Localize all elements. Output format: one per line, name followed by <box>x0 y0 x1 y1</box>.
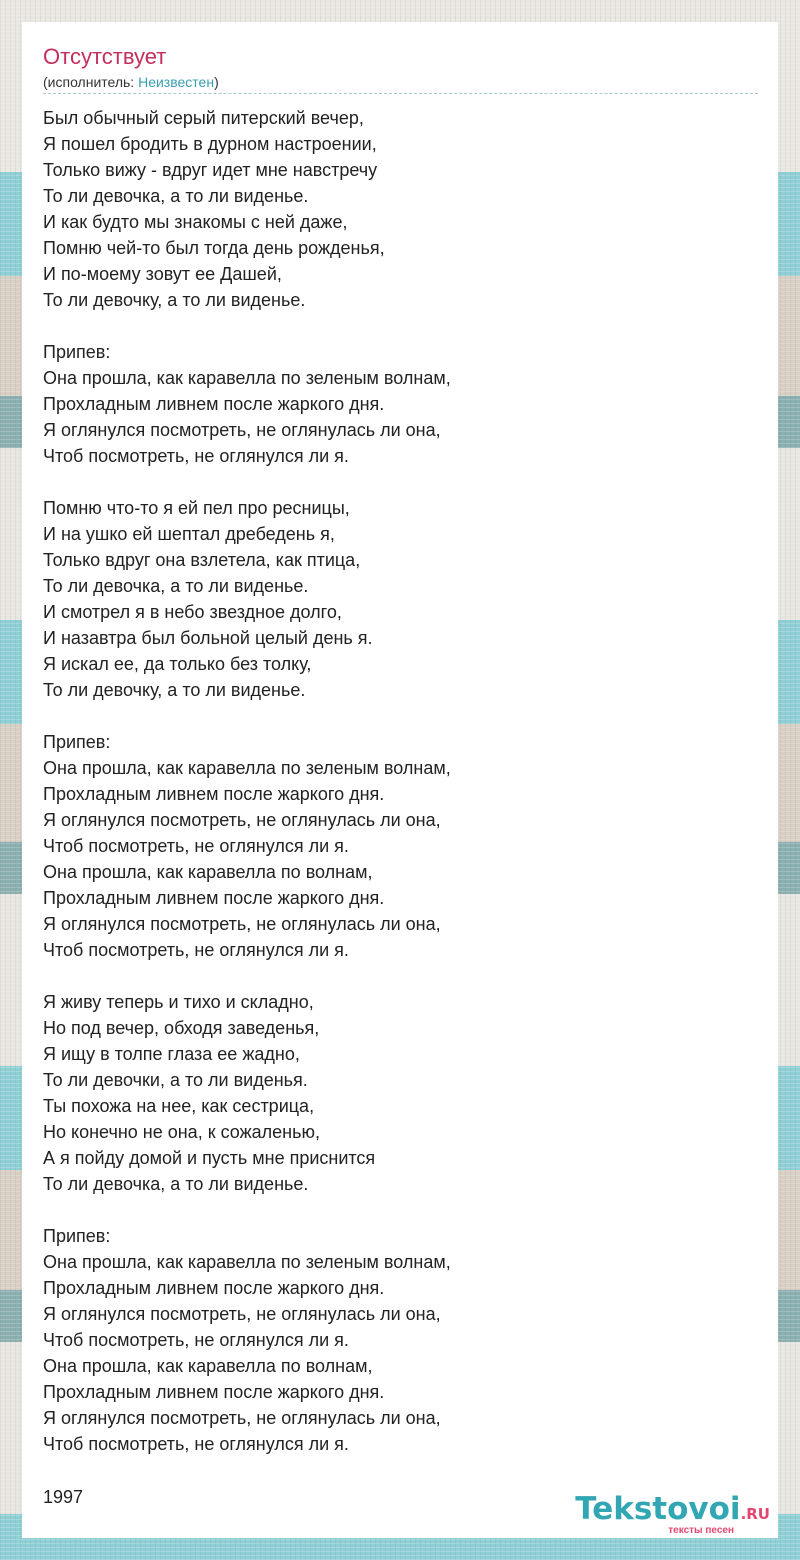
lyrics-line: Припев: <box>43 1226 111 1246</box>
lyrics-line: То ли девочки, а то ли виденья. <box>43 1070 308 1090</box>
lyrics-line: А я пойду домой и пусть мне приснится <box>43 1148 376 1168</box>
lyrics-line: Она прошла, как каравелла по волнам, <box>43 1356 373 1376</box>
lyrics-line: Был обычный серый питерский вечер, <box>43 108 364 128</box>
lyrics-line: И как будто мы знакомы с ней даже, <box>43 212 348 232</box>
artist-line <box>43 73 219 91</box>
lyrics-line: И на ушко ей шептал дребедень я, <box>43 524 335 544</box>
logo-name: Tekstovoi <box>575 1491 741 1527</box>
lyrics-line: И по-моему зовут ее Дашей, <box>43 264 282 284</box>
lyrics-line: Припев: <box>43 732 111 752</box>
divider <box>43 93 758 94</box>
lyrics-line: Чтоб посмотреть, не оглянулся ли я. <box>43 1434 349 1454</box>
lyrics-line: Но конечно не она, к сожаленью, <box>43 1122 320 1142</box>
lyrics-stanza <box>43 1223 451 1457</box>
lyrics-line: Помню чей-то был тогда день рожденья, <box>43 238 385 258</box>
lyrics-line: Чтоб посмотреть, не оглянулся ли я. <box>43 1330 349 1350</box>
lyrics-line: Чтоб посмотреть, не оглянулся ли я. <box>43 836 349 856</box>
lyrics-line: Ты похожа на нее, как сестрица, <box>43 1096 315 1116</box>
lyrics-line: То ли девочка, а то ли виденье. <box>43 576 309 596</box>
artist-prefix: (исполнитель: <box>43 74 139 90</box>
lyrics-line: Чтоб посмотреть, не оглянулся ли я. <box>43 940 349 960</box>
lyrics-line: Прохладным ливнем после жаркого дня. <box>43 394 385 414</box>
logo-tld: .RU <box>740 1505 770 1523</box>
lyrics-card <box>22 22 778 1538</box>
site-logo[interactable] <box>560 1492 770 1536</box>
lyrics-line: Я пошел бродить в дурном настроении, <box>43 134 377 154</box>
lyrics-line: Прохладным ливнем после жаркого дня. <box>43 888 385 908</box>
song-year: 1997 <box>43 1487 84 1507</box>
artist-link[interactable]: Неизвестен <box>138 74 215 90</box>
lyrics-line: То ли девочка, а то ли виденье. <box>43 1174 309 1194</box>
lyrics-line: Она прошла, как каравелла по волнам, <box>43 862 373 882</box>
lyrics-line: Я оглянулся посмотреть, не оглянулась ли она, <box>43 1304 441 1324</box>
lyrics-stanza <box>43 989 451 1197</box>
lyrics-stanza <box>43 729 451 963</box>
lyrics-line: То ли девочку, а то ли виденье. <box>43 290 306 310</box>
lyrics-line: Я оглянулся посмотреть, не оглянулась ли она, <box>43 1408 441 1428</box>
artist-suffix: ) <box>214 74 219 90</box>
lyrics-line: Я искал ее, да только без толку, <box>43 654 312 674</box>
lyrics-line: Но под вечер, обходя заведенья, <box>43 1018 320 1038</box>
lyrics-line: Я оглянулся посмотреть, не оглянулась ли она, <box>43 810 441 830</box>
lyrics-line: Она прошла, как каравелла по зеленым волнам, <box>43 368 451 388</box>
song-title: Отсутствует <box>43 44 167 69</box>
lyrics-line: Она прошла, как каравелла по зеленым волнам, <box>43 758 451 778</box>
lyrics-line: Я оглянулся посмотреть, не оглянулась ли она, <box>43 420 441 440</box>
lyrics-line: Прохладным ливнем после жаркого дня. <box>43 1382 385 1402</box>
lyrics-line: Я живу теперь и тихо и складно, <box>43 992 314 1012</box>
lyrics-line: Помню что-то я ей пел про ресницы, <box>43 498 350 518</box>
lyrics-line: Прохладным ливнем после жаркого дня. <box>43 1278 385 1298</box>
lyrics-line: То ли девочку, а то ли виденье. <box>43 680 306 700</box>
lyrics-line: То ли девочка, а то ли виденье. <box>43 186 309 206</box>
lyrics-line: И смотрел я в небо звездное долго, <box>43 602 342 622</box>
lyrics-line: Только вдруг она взлетела, как птица, <box>43 550 361 570</box>
lyrics-line: Прохладным ливнем после жаркого дня. <box>43 784 385 804</box>
lyrics-line: Только вижу - вдруг идет мне навстречу <box>43 160 378 180</box>
lyrics-stanza <box>43 495 451 703</box>
lyrics-stanza <box>43 105 451 313</box>
lyrics-line: Я оглянулся посмотреть, не оглянулась ли она, <box>43 914 441 934</box>
lyrics-line: И назавтра был больной целый день я. <box>43 628 373 648</box>
lyrics-line: Припев: <box>43 342 111 362</box>
lyrics-line: Я ищу в толпе глаза ее жадно, <box>43 1044 300 1064</box>
lyrics-text <box>43 105 451 1483</box>
logo-tagline: тексты песен <box>668 1525 734 1536</box>
lyrics-stanza <box>43 339 451 469</box>
lyrics-line: Она прошла, как каравелла по зеленым волнам, <box>43 1252 451 1272</box>
lyrics-line: Чтоб посмотреть, не оглянулся ли я. <box>43 446 349 466</box>
